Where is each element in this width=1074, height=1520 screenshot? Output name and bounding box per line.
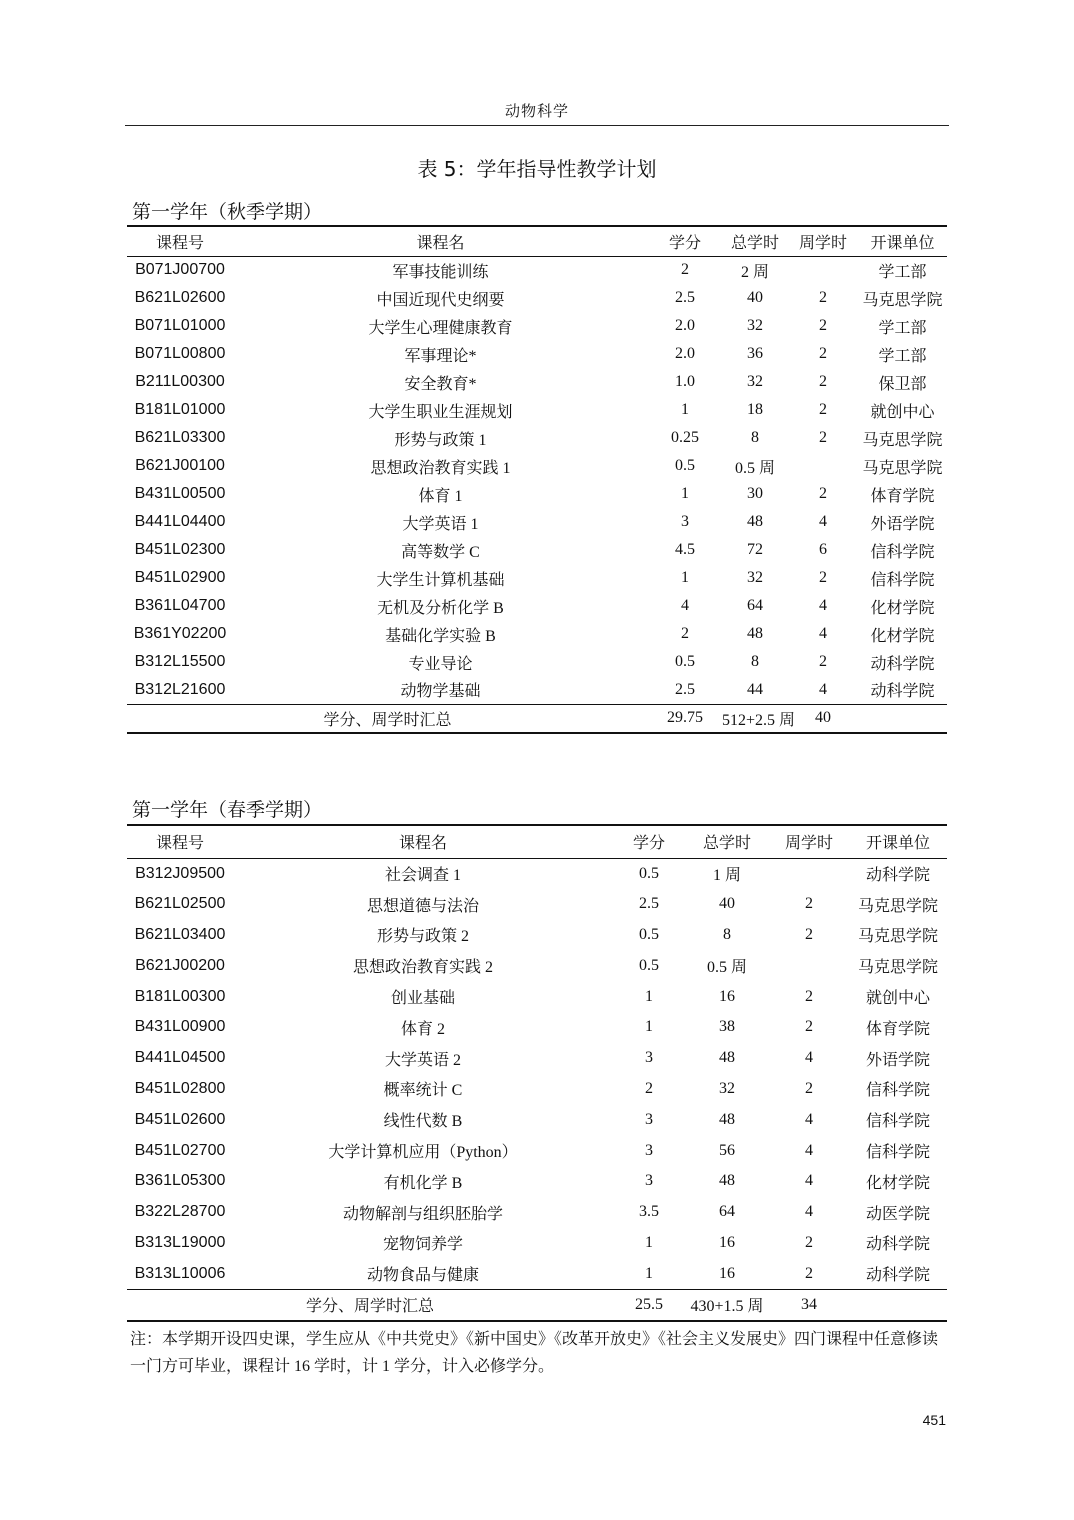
- course-weekly-hours: 4: [805, 1172, 813, 1190]
- course-weekly-hours: 2: [805, 1233, 813, 1251]
- course-credit: 3: [645, 1141, 653, 1159]
- course-unit: 保卫部: [878, 375, 927, 393]
- table-row: [127, 396, 947, 424]
- course-unit: 动科学院: [870, 655, 935, 673]
- table-row: [127, 1012, 947, 1043]
- course-credit: 1: [645, 987, 653, 1005]
- course-weekly-hours: 4: [819, 513, 827, 530]
- course-weekly-hours: 4: [819, 680, 827, 698]
- course-total-hours: 16: [719, 987, 735, 1005]
- course-name: 思想道德与法治: [366, 897, 479, 915]
- column-header-weekly: 周学时: [784, 835, 833, 853]
- table-row: [127, 858, 947, 889]
- total-credit: 29.75: [667, 709, 703, 727]
- table-row: [127, 340, 947, 368]
- course-code: B313L10006: [134, 1264, 226, 1282]
- course-total-hours: 36: [747, 345, 763, 362]
- course-code: B312J09500: [135, 864, 225, 882]
- course-name: 无机及分析化学 B: [377, 599, 504, 617]
- course-unit: 信科学院: [870, 571, 935, 589]
- course-code: B181L00300: [134, 987, 226, 1005]
- course-weekly-hours: 2: [805, 987, 813, 1005]
- course-credit: 2: [681, 625, 689, 642]
- course-code: B451L02700: [134, 1141, 226, 1159]
- course-total-hours: 8: [751, 429, 759, 446]
- course-total-hours: 38: [719, 1018, 735, 1036]
- course-total-hours: 32: [747, 373, 763, 390]
- course-code: B621J00100: [135, 457, 225, 474]
- course-weekly-hours: 2: [819, 485, 827, 502]
- course-unit: 学工部: [878, 263, 927, 281]
- course-unit: 动科学院: [865, 867, 930, 885]
- course-unit: 就创中心: [865, 990, 930, 1008]
- table-header-row: [127, 226, 947, 256]
- course-total-hours: 72: [747, 541, 763, 558]
- course-weekly-hours: 2: [819, 569, 827, 586]
- course-unit: 马克思学院: [857, 928, 938, 946]
- course-unit: 马克思学院: [862, 431, 943, 449]
- course-credit: 4.5: [675, 541, 695, 558]
- course-name: 大学生心理健康教育: [368, 319, 513, 337]
- course-total-hours: 32: [747, 317, 763, 334]
- table-row: [127, 1074, 947, 1105]
- course-weekly-hours: 4: [805, 1141, 813, 1159]
- course-total-hours: 48: [719, 1049, 735, 1067]
- course-name: 宠物饲养学: [382, 1236, 463, 1254]
- table-row: [127, 536, 947, 564]
- course-total-hours: 40: [747, 289, 763, 306]
- course-weekly-hours: 2: [805, 1264, 813, 1282]
- course-weekly-hours: 4: [819, 625, 827, 642]
- course-code: B441L04400: [134, 513, 226, 530]
- total-weekly: 40: [815, 709, 831, 727]
- table-row: [127, 676, 947, 704]
- table-row: [127, 1043, 947, 1074]
- total-credit: 25.5: [635, 1295, 663, 1313]
- course-name: 大学英语 1: [402, 515, 479, 533]
- table-row: [127, 1166, 947, 1197]
- table-row: [127, 889, 947, 920]
- course-unit: 化材学院: [870, 599, 935, 617]
- course-code: B451L02300: [134, 541, 226, 558]
- course-weekly-hours: 2: [819, 401, 827, 418]
- column-header-credit: 学分: [632, 835, 665, 853]
- course-total-hours: 48: [747, 513, 763, 530]
- spring-section-title: 第一学年（春季学期）: [132, 799, 323, 821]
- course-weekly-hours: 2: [805, 1079, 813, 1097]
- course-credit: 1.0: [675, 373, 695, 390]
- course-name: 形势与政策 1: [394, 431, 487, 449]
- table-row: [127, 368, 947, 396]
- course-weekly-hours: 2: [819, 373, 827, 390]
- course-weekly-hours: 2: [805, 1018, 813, 1036]
- course-weekly-hours: [769, 858, 849, 889]
- course-name: 线性代数 B: [383, 1113, 463, 1131]
- course-name: 大学生职业生涯规划: [368, 403, 513, 421]
- course-unit: 信科学院: [865, 1144, 930, 1162]
- course-unit: 信科学院: [865, 1113, 930, 1131]
- course-weekly-hours: 4: [805, 1110, 813, 1128]
- course-weekly-hours: 2: [819, 429, 827, 446]
- course-weekly-hours: 6: [819, 541, 827, 558]
- course-name: 安全教育*: [404, 375, 477, 393]
- table-row: [127, 256, 947, 284]
- course-unit: 信科学院: [865, 1082, 930, 1100]
- course-code: B361L04700: [134, 597, 226, 614]
- course-credit: 3.5: [639, 1203, 659, 1221]
- column-header-hours: 总学时: [730, 234, 779, 252]
- course-name: 社会调查 1: [384, 867, 461, 885]
- course-weekly-hours: 4: [805, 1203, 813, 1221]
- table-row: [127, 284, 947, 312]
- running-header: 动物科学: [504, 104, 569, 120]
- course-unit: 马克思学院: [857, 959, 938, 977]
- course-unit: 体育学院: [865, 1020, 930, 1038]
- course-credit: 4: [681, 597, 689, 614]
- total-unit: [858, 704, 947, 733]
- course-unit: 学工部: [878, 347, 927, 365]
- table-row: [127, 424, 947, 452]
- course-weekly-hours: 2: [819, 345, 827, 362]
- course-credit: 0.25: [671, 429, 699, 446]
- course-code: B312L21600: [134, 680, 226, 698]
- table-row: [127, 620, 947, 648]
- course-total-hours: 18: [747, 401, 763, 418]
- course-unit: 动科学院: [865, 1236, 930, 1254]
- course-total-hours: 32: [719, 1079, 735, 1097]
- course-total-hours: 48: [719, 1110, 735, 1128]
- column-header-hours: 总学时: [702, 835, 751, 853]
- column-header-unit: 开课单位: [870, 234, 935, 252]
- course-name: 动物学基础: [400, 683, 481, 701]
- course-name: 大学计算机应用（Python）: [328, 1144, 518, 1162]
- course-total-hours: 16: [719, 1233, 735, 1251]
- column-header-weekly: 周学时: [798, 234, 847, 252]
- course-unit: 外语学院: [865, 1051, 930, 1069]
- course-code: B322L28700: [134, 1203, 226, 1221]
- course-code: B621J00200: [135, 956, 225, 974]
- table-row: [127, 312, 947, 340]
- table-row: [127, 452, 947, 480]
- course-name: 概率统计 C: [383, 1082, 463, 1100]
- course-unit: 学工部: [878, 319, 927, 337]
- course-unit: 体育学院: [870, 487, 935, 505]
- course-weekly-hours: 2: [819, 653, 827, 670]
- course-code: B451L02800: [134, 1079, 226, 1097]
- course-code: B312L15500: [134, 653, 226, 670]
- page-number: 451: [922, 1412, 946, 1428]
- course-code: B451L02600: [134, 1110, 226, 1128]
- course-unit: 马克思学院: [857, 897, 938, 915]
- course-total-hours: 0.5 周: [734, 459, 775, 477]
- column-header-credit: 学分: [668, 234, 701, 252]
- course-credit: 2.0: [675, 345, 695, 362]
- course-name: 体育 1: [418, 487, 463, 505]
- table-row: [127, 564, 947, 592]
- course-unit: 化材学院: [865, 1174, 930, 1192]
- footnote: 注：本学期开设四史课，学生应从《中共党史》《新中国史》《改革开放史》《社会主义发展史》四门课程中任意修读一门方可毕业，课程计 16 学时，计 1 学分，计入必修学分。: [130, 1331, 939, 1375]
- course-name: 动物解剖与组织胚胎学: [342, 1205, 503, 1223]
- course-total-hours: 48: [747, 625, 763, 642]
- course-name: 动物食品与健康: [366, 1267, 479, 1284]
- course-credit: 1: [645, 1264, 653, 1282]
- table-row: [127, 648, 947, 676]
- column-header-code: 课程号: [155, 835, 204, 853]
- course-code: B071J00700: [135, 261, 225, 279]
- course-code: B431L00900: [134, 1018, 226, 1036]
- course-total-hours: 8: [723, 925, 731, 943]
- autumn-section-title: 第一学年（秋季学期）: [132, 201, 323, 223]
- course-code: B211L00300: [135, 373, 225, 390]
- course-total-hours: 0.5 周: [706, 959, 747, 977]
- course-total-hours: 8: [751, 653, 759, 670]
- table-row: [127, 480, 947, 508]
- course-credit: 0.5: [639, 956, 659, 974]
- course-unit: 动医学院: [865, 1205, 930, 1223]
- course-credit: 2: [681, 261, 689, 279]
- total-hours: 430+1.5 周: [690, 1298, 764, 1316]
- course-total-hours: 2 周: [740, 263, 769, 281]
- course-total-hours: 64: [719, 1203, 735, 1221]
- course-unit: 化材学院: [870, 627, 935, 645]
- course-total-hours: 32: [747, 569, 763, 586]
- table-row: [127, 1135, 947, 1166]
- course-weekly-hours: [769, 950, 849, 981]
- table-row: [127, 981, 947, 1012]
- course-name: 基础化学实验 B: [385, 627, 496, 645]
- course-name: 军事技能训练: [392, 263, 489, 281]
- course-weekly-hours: [788, 452, 858, 480]
- total-row: [127, 704, 947, 733]
- course-credit: 1: [645, 1233, 653, 1251]
- course-weekly-hours: 2: [819, 289, 827, 306]
- course-name: 中国近现代史纲要: [376, 291, 505, 309]
- course-total-hours: 48: [719, 1172, 735, 1190]
- total-label: 学分、周学时汇总: [323, 711, 452, 729]
- course-total-hours: 44: [747, 680, 763, 698]
- course-credit: 1: [681, 485, 689, 502]
- course-code: B071L00800: [134, 345, 226, 362]
- course-name: 思想政治教育实践 2: [352, 959, 493, 977]
- total-unit: [849, 1289, 947, 1321]
- course-weekly-hours: 2: [805, 895, 813, 913]
- course-unit: 就创中心: [870, 403, 935, 421]
- column-header-unit: 开课单位: [865, 835, 930, 853]
- course-weekly-hours: 4: [819, 597, 827, 614]
- course-total-hours: 1 周: [712, 867, 741, 885]
- table-row: [127, 920, 947, 951]
- total-label: 学分、周学时汇总: [305, 1298, 434, 1316]
- header-rule: [125, 125, 949, 126]
- course-credit: 1: [681, 401, 689, 418]
- course-total-hours: 40: [719, 895, 735, 913]
- course-credit: 0.5: [639, 925, 659, 943]
- table-row: [127, 950, 947, 981]
- column-header-code: 课程号: [155, 234, 204, 252]
- course-credit: 0.5: [639, 864, 659, 882]
- course-name: 形势与政策 2: [376, 928, 469, 946]
- table-row: [127, 1228, 947, 1259]
- course-credit: 1: [645, 1018, 653, 1036]
- course-name: 体育 2: [400, 1020, 445, 1038]
- course-unit: 马克思学院: [862, 291, 943, 309]
- table-header-row: [127, 825, 947, 858]
- total-weekly: 34: [801, 1295, 817, 1313]
- course-name: 专业导论: [408, 655, 473, 673]
- course-unit: 外语学院: [870, 515, 935, 533]
- course-total-hours: 30: [747, 485, 763, 502]
- course-code: B361L05300: [134, 1172, 226, 1190]
- course-code: B621L02500: [134, 895, 226, 913]
- course-name: 军事理论*: [404, 347, 477, 365]
- spring-course-table: [127, 824, 947, 1322]
- course-code: B621L03400: [134, 925, 226, 943]
- course-code: B071L01000: [134, 317, 226, 334]
- course-credit: 3: [645, 1110, 653, 1128]
- course-name: 大学英语 2: [384, 1051, 461, 1069]
- course-code: B621L03300: [134, 429, 226, 446]
- course-credit: 3: [681, 513, 689, 530]
- course-weekly-hours: 4: [805, 1049, 813, 1067]
- course-credit: 2.5: [675, 680, 695, 698]
- course-credit: 2.5: [639, 895, 659, 913]
- course-weekly-hours: 2: [819, 317, 827, 334]
- course-code: B621L02600: [134, 289, 226, 306]
- total-row: [127, 1289, 947, 1321]
- column-header-name: 课程名: [398, 835, 447, 853]
- course-code: B181L01000: [134, 401, 226, 418]
- course-code: B431L00500: [134, 485, 226, 502]
- course-credit: 0.5: [675, 457, 695, 474]
- course-credit: 1: [681, 569, 689, 586]
- table-row: [127, 592, 947, 620]
- course-unit: 动科学院: [865, 1267, 930, 1284]
- course-total-hours: 16: [719, 1264, 735, 1282]
- course-weekly-hours: [788, 256, 858, 284]
- course-unit: 动科学院: [870, 683, 935, 701]
- course-name: 高等数学 C: [401, 543, 480, 561]
- course-total-hours: 56: [719, 1141, 735, 1159]
- table-row: [127, 1197, 947, 1228]
- course-name: 大学生计算机基础: [376, 571, 505, 589]
- document-title: 表 5：学年指导性教学计划: [417, 157, 657, 181]
- course-total-hours: 64: [747, 597, 763, 614]
- course-code: B361Y02200: [133, 625, 227, 642]
- course-weekly-hours: 2: [805, 925, 813, 943]
- total-hours: 512+2.5 周: [722, 711, 796, 729]
- course-credit: 3: [645, 1049, 653, 1067]
- course-unit: 马克思学院: [862, 459, 943, 477]
- table-row: [127, 1258, 947, 1289]
- course-name: 思想政治教育实践 1: [370, 459, 511, 477]
- course-credit: 2.0: [675, 317, 695, 334]
- course-credit: 0.5: [675, 653, 695, 670]
- table-row: [127, 1104, 947, 1135]
- course-unit: 信科学院: [870, 543, 935, 561]
- autumn-course-table: [127, 225, 947, 734]
- course-code: B441L04500: [134, 1049, 226, 1067]
- course-credit: 2.5: [675, 289, 695, 306]
- course-credit: 2: [645, 1079, 653, 1097]
- column-header-name: 课程名: [416, 234, 465, 252]
- table-row: [127, 508, 947, 536]
- course-name: 创业基础: [390, 990, 455, 1008]
- course-credit: 3: [645, 1172, 653, 1190]
- course-name: 有机化学 B: [383, 1174, 463, 1192]
- course-code: B451L02900: [134, 569, 226, 586]
- course-code: B313L19000: [134, 1233, 226, 1251]
